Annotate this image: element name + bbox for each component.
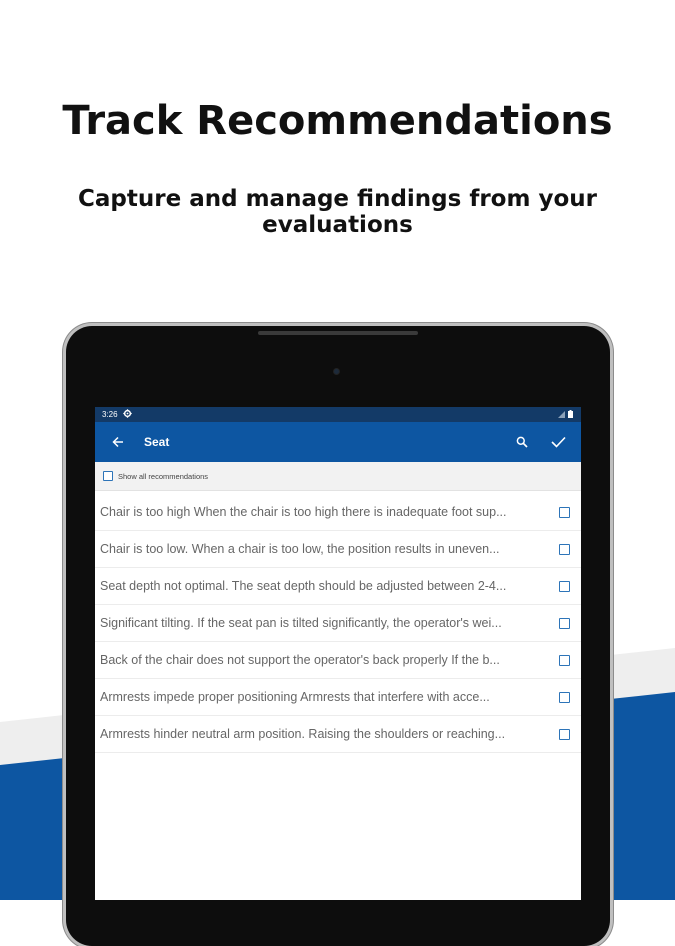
show-all-checkbox[interactable] xyxy=(103,471,113,481)
recommendation-text: Chair is too high When the chair is too high there is inadequate foot sup... xyxy=(100,505,507,519)
list-item[interactable] xyxy=(95,716,581,753)
show-all-label: Show all recommendations xyxy=(118,471,209,481)
check-icon[interactable] xyxy=(547,430,569,454)
recommendation-text: Armrests hinder neutral arm position. Raising the shoulders or reaching... xyxy=(100,727,506,741)
recommendation-checkbox[interactable] xyxy=(559,618,570,629)
recommendation-text: Back of the chair does not support the operator's back properly If the b... xyxy=(100,653,500,667)
screen-title: Seat xyxy=(144,435,170,449)
back-arrow-icon[interactable] xyxy=(106,430,130,454)
page-subheadline: Capture and manage findings from your evaluations xyxy=(78,186,597,238)
status-bar xyxy=(95,407,581,422)
recommendation-checkbox[interactable] xyxy=(559,507,570,518)
recommendation-checkbox[interactable] xyxy=(559,655,570,666)
status-time: 3:26 xyxy=(102,410,118,419)
app-bar xyxy=(95,422,581,462)
search-icon[interactable] xyxy=(511,430,533,454)
battery-icon xyxy=(568,410,573,420)
list-item[interactable] xyxy=(95,605,581,642)
tablet-screen xyxy=(95,407,581,900)
list-item[interactable] xyxy=(95,531,581,568)
page-headline: Track Recommendations xyxy=(62,98,613,144)
settings-icon xyxy=(123,409,132,420)
signal-icon xyxy=(558,411,565,420)
recommendation-checkbox[interactable] xyxy=(559,544,570,555)
recommendation-text: Seat depth not optimal. The seat depth should be adjusted between 2-4... xyxy=(100,579,507,593)
show-all-filter[interactable] xyxy=(95,462,581,491)
recommendation-list xyxy=(95,491,581,753)
recommendation-text: Significant tilting. If the seat pan is tilted significantly, the operator's wei... xyxy=(100,616,502,630)
list-item[interactable] xyxy=(95,494,581,531)
recommendation-checkbox[interactable] xyxy=(559,581,570,592)
list-item[interactable] xyxy=(95,679,581,716)
recommendation-checkbox[interactable] xyxy=(559,729,570,740)
recommendation-checkbox[interactable] xyxy=(559,692,570,703)
camera-icon xyxy=(334,369,339,374)
list-item[interactable] xyxy=(95,568,581,605)
list-item[interactable] xyxy=(95,642,581,679)
tablet-top-edge xyxy=(258,331,418,335)
recommendation-text: Chair is too low. When a chair is too low, the position results in uneven... xyxy=(100,542,500,556)
recommendation-text: Armrests impede proper positioning Armrests that interfere with acce... xyxy=(100,690,490,704)
